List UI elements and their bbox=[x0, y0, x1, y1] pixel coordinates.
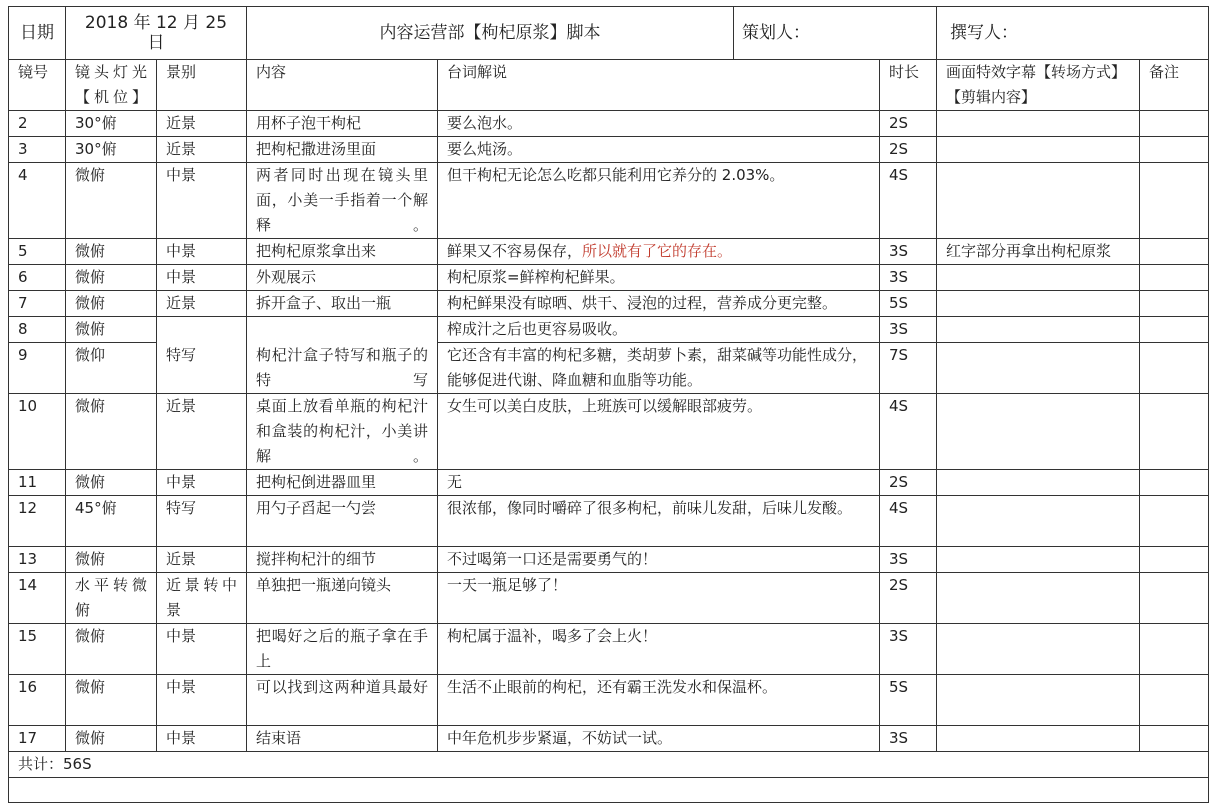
col-header-camera: 镜头灯光【机位】 bbox=[66, 60, 157, 111]
duration-cell: 3S bbox=[880, 265, 937, 291]
content-cell: 可以找到这两种道具最好 bbox=[247, 675, 438, 726]
content-cell: 把喝好之后的瓶子拿在手上 bbox=[247, 624, 438, 675]
table-row bbox=[9, 137, 1209, 163]
camera-cell: 30°俯 bbox=[66, 111, 157, 137]
content-cell: 把枸杞撒进汤里面 bbox=[247, 137, 438, 163]
duration-cell: 2S bbox=[880, 137, 937, 163]
date-label: 日期 bbox=[9, 7, 66, 60]
column-header-row bbox=[9, 60, 1209, 111]
note-cell bbox=[1140, 675, 1209, 726]
shot-number: 11 bbox=[9, 470, 66, 496]
shot-number: 5 bbox=[9, 239, 66, 265]
content-cell: 枸杞汁盒子特写和瓶子的特写 bbox=[247, 343, 438, 394]
fx-cell bbox=[937, 291, 1140, 317]
line-cell: 枸杞原浆=鲜榨枸杞鲜果。 bbox=[438, 265, 880, 291]
total-row bbox=[9, 752, 1209, 778]
shot-size-cell: 近景转中景 bbox=[157, 573, 247, 624]
shot-number: 16 bbox=[9, 675, 66, 726]
duration-cell: 2S bbox=[880, 573, 937, 624]
content-cell: 用勺子舀起一勺尝 bbox=[247, 496, 438, 547]
shot-size-cell: 特写 bbox=[157, 343, 247, 394]
shot-number: 2 bbox=[9, 111, 66, 137]
fx-cell bbox=[937, 265, 1140, 291]
duration-cell: 5S bbox=[880, 291, 937, 317]
fx-cell bbox=[937, 111, 1140, 137]
note-cell bbox=[1140, 624, 1209, 675]
shot-size-cell bbox=[157, 317, 247, 343]
fx-cell: 红字部分再拿出枸杞原浆 bbox=[937, 239, 1140, 265]
shot-number: 9 bbox=[9, 343, 66, 394]
shot-number: 15 bbox=[9, 624, 66, 675]
camera-cell: 微俯 bbox=[66, 547, 157, 573]
line-cell: 中年危机步步紧逼，不妨试一试。 bbox=[438, 726, 880, 752]
shot-number: 10 bbox=[9, 394, 66, 470]
total-duration: 共计：56S bbox=[9, 752, 1209, 778]
fx-cell bbox=[937, 163, 1140, 239]
fx-cell bbox=[937, 624, 1140, 675]
writer-label: 撰写人： bbox=[937, 7, 1209, 60]
camera-cell: 微俯 bbox=[66, 624, 157, 675]
content-cell: 拆开盒子、取出一瓶 bbox=[247, 291, 438, 317]
col-header-note: 备注 bbox=[1140, 60, 1209, 111]
duration-cell: 3S bbox=[880, 726, 937, 752]
camera-cell: 微俯 bbox=[66, 317, 157, 343]
table-row bbox=[9, 291, 1209, 317]
camera-cell: 微俯 bbox=[66, 726, 157, 752]
shot-size-cell: 中景 bbox=[157, 265, 247, 291]
note-cell bbox=[1140, 291, 1209, 317]
shot-size-cell: 中景 bbox=[157, 163, 247, 239]
shot-number: 8 bbox=[9, 317, 66, 343]
table-row bbox=[9, 239, 1209, 265]
content-cell: 单独把一瓶递向镜头 bbox=[247, 573, 438, 624]
content-cell bbox=[247, 317, 438, 343]
shot-size-cell: 中景 bbox=[157, 726, 247, 752]
line-cell: 不过喝第一口还是需要勇气的！ bbox=[438, 547, 880, 573]
content-cell: 桌面上放看单瓶的枸杞汁和盒装的枸杞汁，小美讲解。 bbox=[247, 394, 438, 470]
line-cell: 但干枸杞无论怎么吃都只能利用它养分的 2.03%。 bbox=[438, 163, 880, 239]
table-row bbox=[9, 317, 1209, 343]
col-header-content: 内容 bbox=[247, 60, 438, 111]
col-header-shot: 景别 bbox=[157, 60, 247, 111]
shot-number: 4 bbox=[9, 163, 66, 239]
shot-size-cell: 中景 bbox=[157, 624, 247, 675]
line-cell: 无 bbox=[438, 470, 880, 496]
duration-cell: 7S bbox=[880, 343, 937, 394]
line-cell bbox=[438, 239, 880, 265]
camera-cell: 微俯 bbox=[66, 470, 157, 496]
fx-cell bbox=[937, 470, 1140, 496]
shot-size-cell: 近景 bbox=[157, 137, 247, 163]
duration-cell: 4S bbox=[880, 496, 937, 547]
fx-cell bbox=[937, 675, 1140, 726]
fx-cell bbox=[937, 394, 1140, 470]
shot-size-cell: 近景 bbox=[157, 291, 247, 317]
duration-cell: 4S bbox=[880, 394, 937, 470]
duration-cell: 4S bbox=[880, 163, 937, 239]
fx-cell bbox=[937, 573, 1140, 624]
table-row bbox=[9, 111, 1209, 137]
shot-number: 14 bbox=[9, 573, 66, 624]
note-cell bbox=[1140, 573, 1209, 624]
camera-cell: 微俯 bbox=[66, 394, 157, 470]
fx-cell bbox=[937, 137, 1140, 163]
page-title bbox=[247, 7, 937, 60]
shot-number: 17 bbox=[9, 726, 66, 752]
note-cell bbox=[1140, 111, 1209, 137]
shot-number: 3 bbox=[9, 137, 66, 163]
line-cell: 榨成汁之后也更容易吸收。 bbox=[438, 317, 880, 343]
line-cell: 要么泡水。 bbox=[438, 111, 880, 137]
shot-size-cell: 近景 bbox=[157, 547, 247, 573]
content-cell: 结束语 bbox=[247, 726, 438, 752]
fx-cell bbox=[937, 547, 1140, 573]
line-cell: 它还含有丰富的枸杞多糖，类胡萝卜素，甜菜碱等功能性成分，能够促进代谢、降血糖和血脂等功能。 bbox=[438, 343, 880, 394]
col-header-fx: 画面特效字幕【转场方式】【剪辑内容】 bbox=[937, 60, 1140, 111]
shot-number: 12 bbox=[9, 496, 66, 547]
camera-cell: 水平转微俯 bbox=[66, 573, 157, 624]
line-cell: 很浓郁，像同时嚼碎了很多枸杞，前味儿发甜，后味儿发酸。 bbox=[438, 496, 880, 547]
camera-cell: 微俯 bbox=[66, 675, 157, 726]
shot-size-cell: 中景 bbox=[157, 675, 247, 726]
note-cell bbox=[1140, 317, 1209, 343]
content-cell: 用杯子泡干枸杞 bbox=[247, 111, 438, 137]
empty-cell bbox=[9, 778, 1209, 803]
duration-cell: 3S bbox=[880, 547, 937, 573]
duration-cell: 5S bbox=[880, 675, 937, 726]
content-cell: 把枸杞原浆拿出来 bbox=[247, 239, 438, 265]
duration-cell: 2S bbox=[880, 470, 937, 496]
line-cell: 女生可以美白皮肤，上班族可以缓解眼部疲劳。 bbox=[438, 394, 880, 470]
table-row bbox=[9, 675, 1209, 726]
camera-cell: 微俯 bbox=[66, 265, 157, 291]
shot-number: 7 bbox=[9, 291, 66, 317]
table-row bbox=[9, 394, 1209, 470]
planner-label: 策划人： bbox=[742, 23, 811, 43]
note-cell bbox=[1140, 343, 1209, 394]
duration-cell: 3S bbox=[880, 624, 937, 675]
header-row bbox=[9, 7, 1209, 60]
content-cell: 外观展示 bbox=[247, 265, 438, 291]
content-cell: 两者同时出现在镜头里面，小美一手指着一个解释。 bbox=[247, 163, 438, 239]
note-cell bbox=[1140, 726, 1209, 752]
fx-cell bbox=[937, 726, 1140, 752]
camera-cell: 30°俯 bbox=[66, 137, 157, 163]
camera-cell: 微俯 bbox=[66, 163, 157, 239]
note-cell bbox=[1140, 496, 1209, 547]
table-row bbox=[9, 573, 1209, 624]
col-header-no: 镜号 bbox=[9, 60, 66, 111]
camera-cell: 45°俯 bbox=[66, 496, 157, 547]
script-table bbox=[8, 6, 1209, 803]
line-text: 鲜果又不容易保存， bbox=[447, 242, 583, 260]
note-cell bbox=[1140, 394, 1209, 470]
line-text-highlight: 所以就有了它的存在。 bbox=[582, 242, 733, 260]
table-row bbox=[9, 343, 1209, 394]
table-row bbox=[9, 265, 1209, 291]
shot-size-cell: 近景 bbox=[157, 394, 247, 470]
shot-size-cell: 特写 bbox=[157, 496, 247, 547]
duration-cell: 3S bbox=[880, 317, 937, 343]
col-header-line: 台词解说 bbox=[438, 60, 880, 111]
table-row bbox=[9, 163, 1209, 239]
table-row bbox=[9, 547, 1209, 573]
note-cell bbox=[1140, 163, 1209, 239]
camera-cell: 微俯 bbox=[66, 239, 157, 265]
shot-number: 13 bbox=[9, 547, 66, 573]
line-cell: 枸杞属于温补，喝多了会上火！ bbox=[438, 624, 880, 675]
note-cell bbox=[1140, 470, 1209, 496]
table-row bbox=[9, 624, 1209, 675]
script-title: 内容运营部【枸杞原浆】脚本 bbox=[247, 7, 734, 59]
note-cell bbox=[1140, 137, 1209, 163]
col-header-duration: 时长 bbox=[880, 60, 937, 111]
note-cell bbox=[1140, 547, 1209, 573]
duration-cell: 3S bbox=[880, 239, 937, 265]
duration-cell: 2S bbox=[880, 111, 937, 137]
fx-cell bbox=[937, 317, 1140, 343]
fx-cell bbox=[937, 496, 1140, 547]
camera-cell: 微俯 bbox=[66, 291, 157, 317]
table-row bbox=[9, 470, 1209, 496]
line-cell: 一天一瓶足够了！ bbox=[438, 573, 880, 624]
empty-row bbox=[9, 778, 1209, 803]
table-row bbox=[9, 496, 1209, 547]
line-cell: 要么炖汤。 bbox=[438, 137, 880, 163]
camera-cell: 微仰 bbox=[66, 343, 157, 394]
fx-cell bbox=[937, 343, 1140, 394]
note-cell bbox=[1140, 239, 1209, 265]
shot-size-cell: 中景 bbox=[157, 239, 247, 265]
content-cell: 搅拌枸杞汁的细节 bbox=[247, 547, 438, 573]
shot-number: 6 bbox=[9, 265, 66, 291]
date-value: 2018 年 12 月 25 日 bbox=[66, 7, 247, 60]
content-cell: 把枸杞倒进器皿里 bbox=[247, 470, 438, 496]
shot-size-cell: 近景 bbox=[157, 111, 247, 137]
note-cell bbox=[1140, 265, 1209, 291]
line-cell: 生活不止眼前的枸杞，还有霸王洗发水和保温杯。 bbox=[438, 675, 880, 726]
line-cell: 枸杞鲜果没有晾晒、烘干、浸泡的过程，营养成分更完整。 bbox=[438, 291, 880, 317]
table-row bbox=[9, 726, 1209, 752]
script-sheet bbox=[8, 6, 1209, 803]
shot-size-cell: 中景 bbox=[157, 470, 247, 496]
